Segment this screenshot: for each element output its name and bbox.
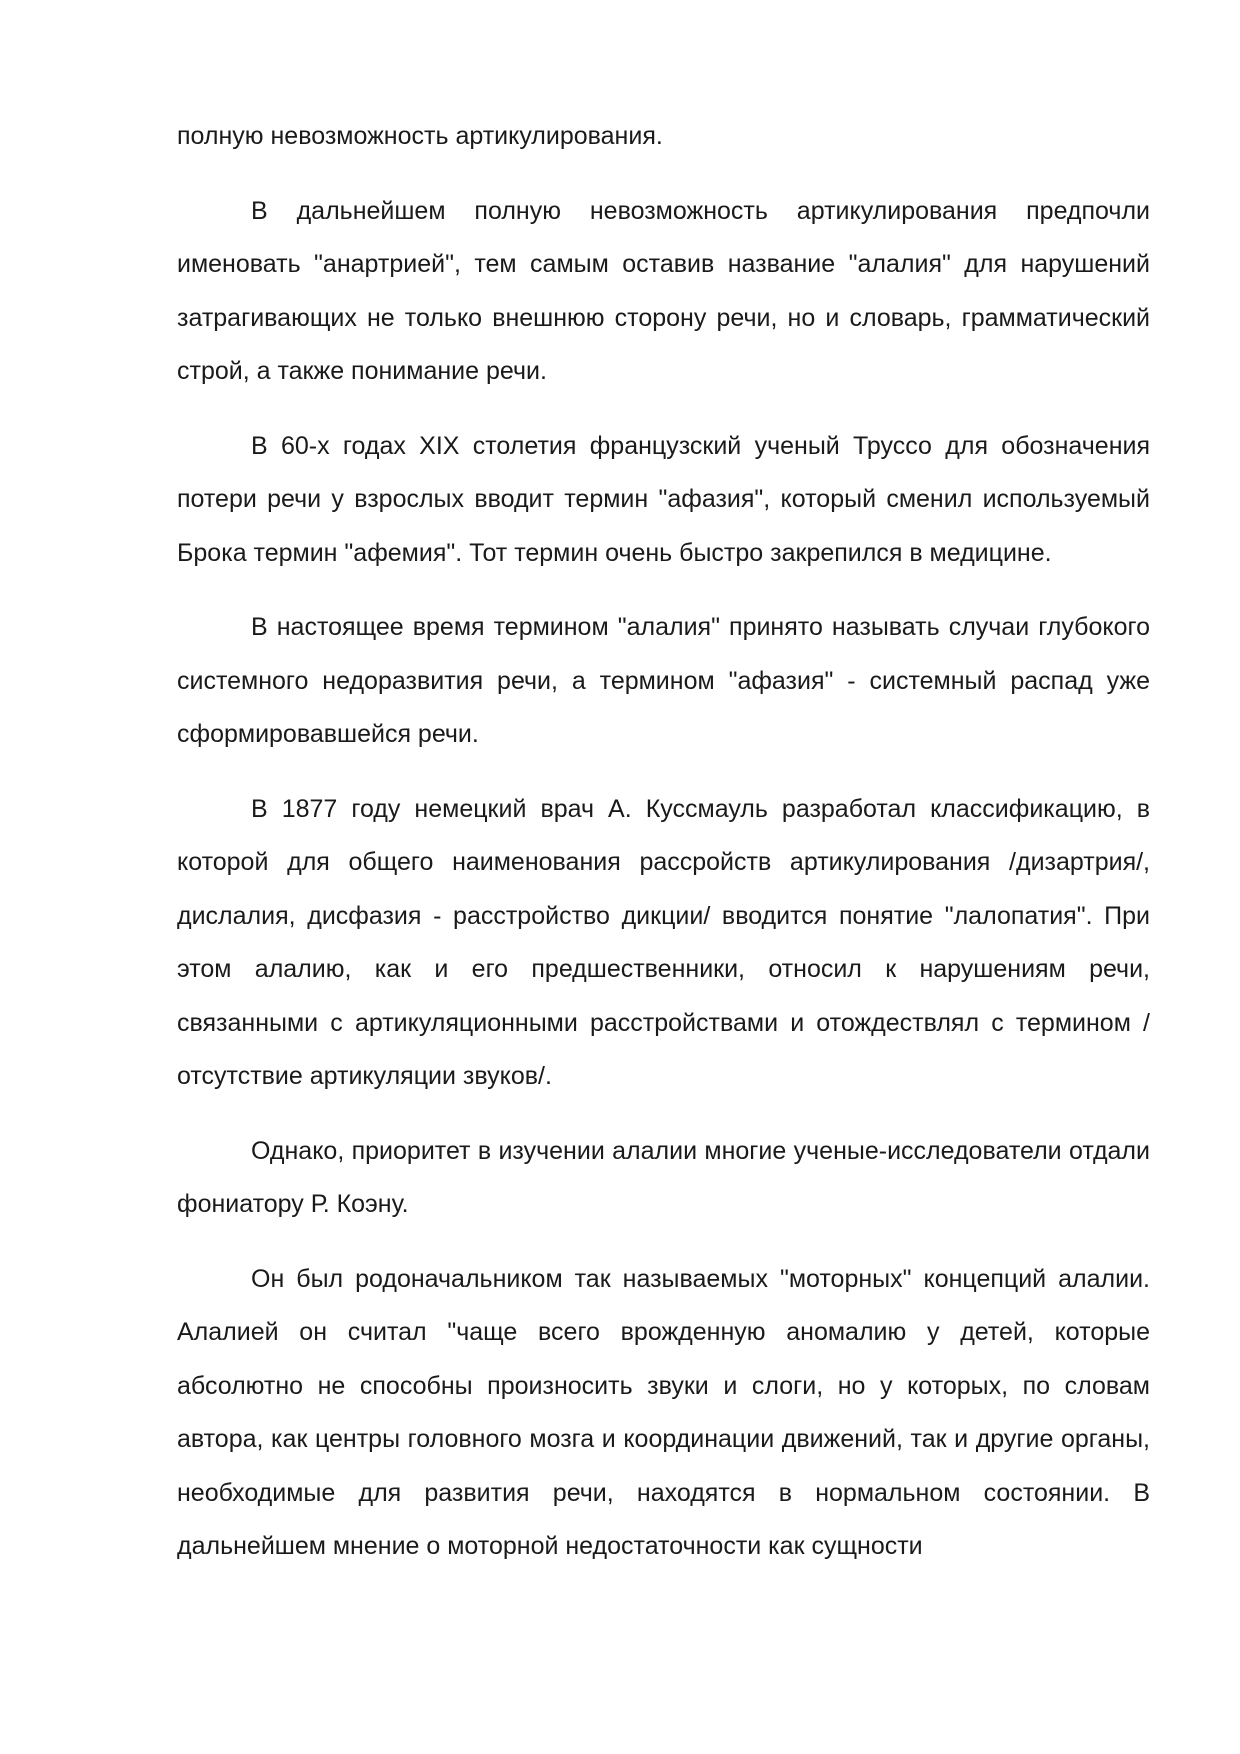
paragraph-continuation: полную невозможность артикулирования. <box>177 122 663 150</box>
paragraph-coen: Он был родоначальником так называемых "моторных" концепций алалии. Алалией он считал "чаще всего врожденную аномалию у детей, которые абсолютно не способны произносить звуки и слоги, но у которых, по словам автора, как центры головного мозга и координации движений, так и другие органы, необходимые для развития речи, находятся в нормальном состоянии. В дальнейшем мнение о моторной недостаточности как сущности <box>177 1264 1150 1560</box>
document-page <box>177 110 1150 1574</box>
paragraph-trousseau: В 60-х годах XIX столетия французский ученый Труссо для обозначения потери речи у взрослых вводит термин "афазия", который сменил используемый Брока термин "афемия". Тот термин очень быстро закрепился в медицине. <box>177 431 1150 567</box>
paragraph-priority: Однако, приоритет в изучении алалии многие ученые-исследователи отдали фониатору Р. Коэну. <box>177 1136 1150 1218</box>
paragraph-anarthria: В дальнейшем полную невозможность артикулирования предпочли именовать "анартрией", тем самым оставив название "алалия" для нарушений затрагивающих не только внешнюю сторону речи, но и словарь, грамматический строй, а также понимание речи. <box>177 196 1150 385</box>
paragraph-present-time: В настоящее время термином "алалия" принято называть случаи глубокого системного недоразвития речи, а термином "афазия" - системный распад уже сформировавшейся речи. <box>177 613 1150 748</box>
paragraph-kussmaul: В 1877 году немецкий врач А. Куссмауль разработал классификацию, в которой для общего наименования рассройств артикулирования /дизартрия/, дислалия, дисфазия - расстройство дикции/ вводится понятие "лалопатия". При этом алалию, как и его предшественники, относил к нарушениям речи, связанными с артикуляционными расстройствами и отождествлял с термином /отсутствие артикуляции звуков/. <box>177 794 1150 1090</box>
